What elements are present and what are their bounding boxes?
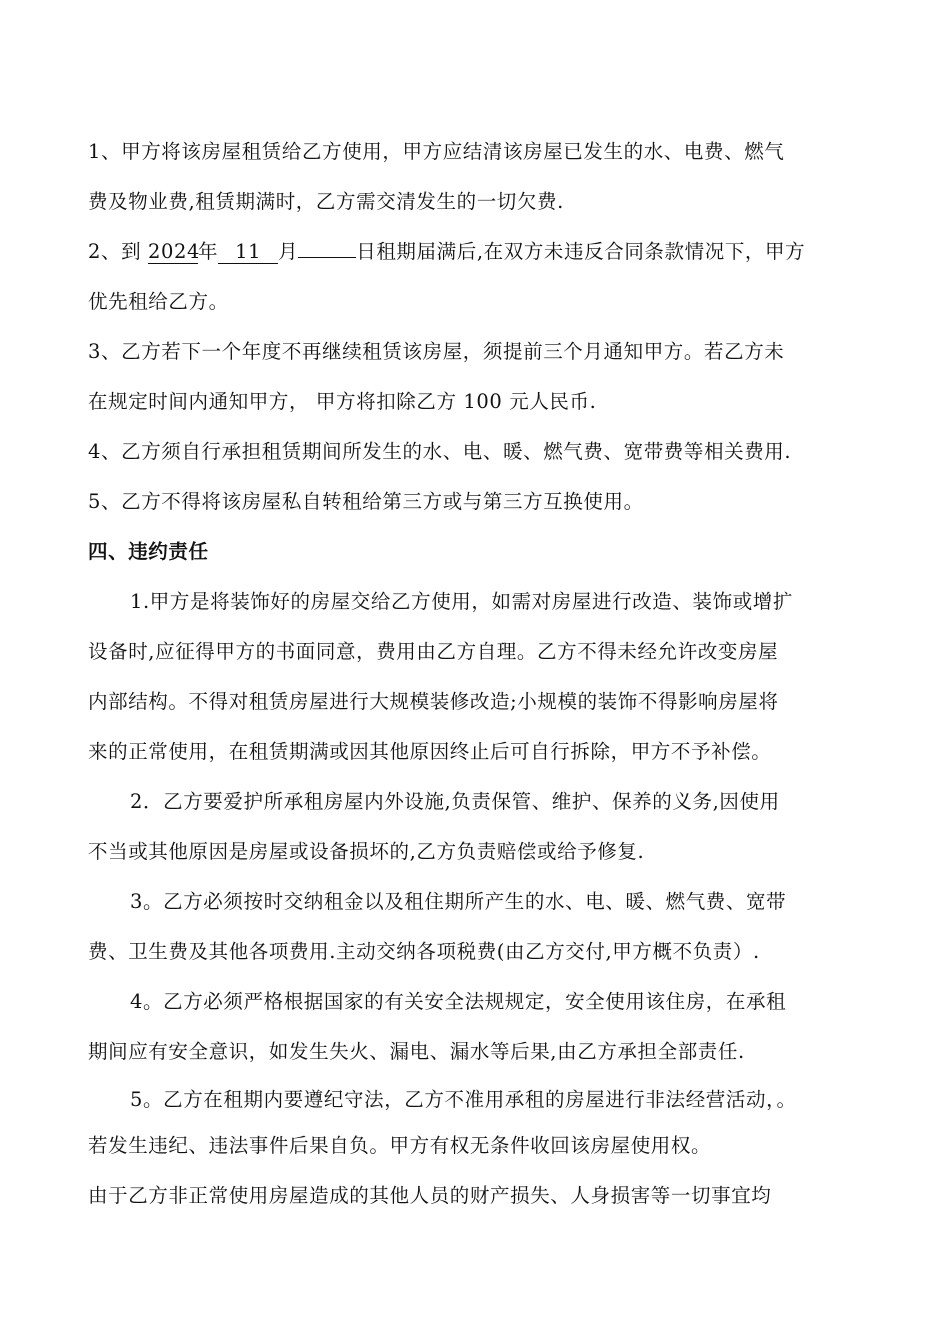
clause-3-4-line: 4、乙方须自行承担租赁期间所发生的水、电、暖、燃气费、宽带费等相关费用. xyxy=(88,440,792,463)
lease-end-year-field: 2024 xyxy=(148,240,201,263)
breach-1-line-2: 设备时,应征得甲方的书面同意，费用由乙方自理。乙方不得未经允许改变房屋 xyxy=(88,640,779,663)
breach-3-line-2: 费、卫生费及其他各项费用.主动交纳各项税费(由乙方交付,甲方概不负责）. xyxy=(88,940,760,963)
clause-3-2-line-1 xyxy=(88,238,805,266)
breach-5-line-3: 由于乙方非正常使用房屋造成的其他人员的财产损失、人身损害等一切事宜均 xyxy=(88,1184,772,1207)
breach-2-line-2: 不当或其他原因是房屋或设备损坏的,乙方负责赔偿或给予修复. xyxy=(88,840,645,863)
month-label: 月 xyxy=(278,240,299,263)
breach-3-line-1: 3。乙方必须按时交纳租金以及租住期所产生的水、电、暖、燃气费、宽带 xyxy=(130,890,787,913)
clause-3-3-line-1: 3、乙方若下一个年度不再继续租赁该房屋，须提前三个月通知甲方。若乙方未 xyxy=(88,340,785,363)
section-4-heading: 四、违约责任 xyxy=(88,540,209,563)
breach-4-line-2: 期间应有安全意识，如发生失火、漏电、漏水等后果,由乙方承担全部责任. xyxy=(88,1040,745,1063)
clause-3-2-prefix: 2、到 xyxy=(88,240,149,263)
clause-3-2-line-2: 优先租给乙方。 xyxy=(88,290,229,313)
year-label: 年 xyxy=(198,240,219,263)
lease-end-month-field: 11 xyxy=(218,241,278,264)
lease-end-day-field xyxy=(298,257,356,258)
clause-3-1-line-1: 1、甲方将该房屋租赁给乙方使用，甲方应结清该房屋已发生的水、电费、燃气 xyxy=(88,140,785,163)
breach-5-line-1: 5。乙方在租期内要遵纪守法，乙方不准用承租的房屋进行非法经营活动，。 xyxy=(130,1088,797,1111)
breach-1-line-1: 1.甲方是将装饰好的房屋交给乙方使用，如需对房屋进行改造、装饰或增扩 xyxy=(130,590,794,613)
breach-1-line-4: 来的正常使用，在租赁期满或因其他原因终止后可自行拆除，甲方不予补偿。 xyxy=(88,740,772,763)
breach-2-line-1: 2．乙方要爱护所承租房屋内外设施,负责保管、维护、保养的义务,因使用 xyxy=(130,790,780,813)
breach-5-line-2: 若发生违纪、违法事件后果自负。甲方有权无条件收回该房屋使用权。 xyxy=(88,1134,712,1157)
breach-4-line-1: 4。乙方必须严格根据国家的有关安全法规规定，安全使用该住房，在承租 xyxy=(130,990,787,1013)
clause-3-5-line: 5、乙方不得将该房屋私自转租给第三方或与第三方互换使用。 xyxy=(88,490,644,513)
clause-3-1-line-2: 费及物业费,租赁期满时，乙方需交清发生的一切欠费. xyxy=(88,190,564,213)
clause-3-3-line-2: 在规定时间内通知甲方， 甲方将扣除乙方 100 元人民币. xyxy=(88,390,597,413)
breach-1-line-3: 内部结构。不得对租赁房屋进行大规模装修改造;小规模的装饰不得影响房屋将 xyxy=(88,690,779,713)
clause-3-2-rest: 日租期届满后,在双方未违反合同条款情况下，甲方 xyxy=(356,240,806,263)
